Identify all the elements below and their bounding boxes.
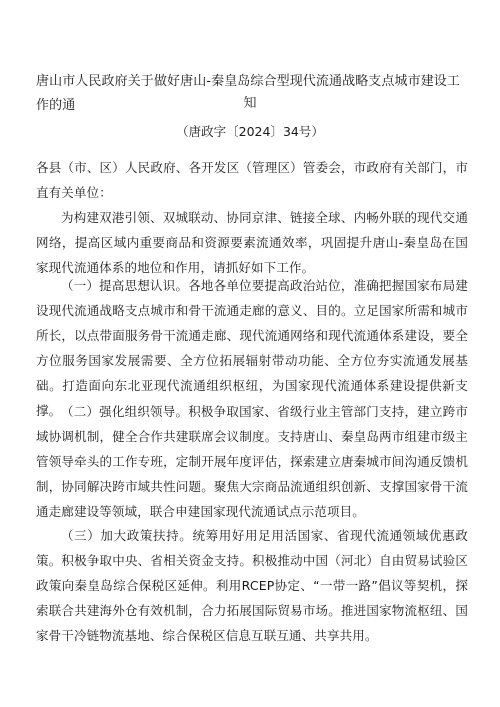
salutation-paragraph: 各县（市、区）人民政府、各开发区（管理区）管委会，市政府有关部门，市直有关单位： [36, 160, 468, 200]
document-title-line1: 唐山市人民政府关于做好唐山-秦皇岛综合型现代流通战略支点城市建设工作的通 [36, 74, 460, 113]
document-title-line2: 知 [243, 96, 257, 111]
document-number: （唐政字〔2024〕34号） [176, 124, 324, 139]
section-1-paragraph: （一）提高思想认识。各地各单位要提高政治站位，准确把握国家布局建设现代流通战略支点城市和骨干流通走廊的意义、目的。立足国家所需和城市所长，以点带面服务骨干流通走廊、现代流通网络和现代流通体系建设，要全方位服务国家发展需要、全方位拓展辐射带动功能、全方位夯实流通发展基础。打造面向东北亚现代流通组织枢纽，为国家现代流通体系建设提供新支撑。 [36, 278, 468, 418]
intro-paragraph: 为构建双港引领、双城联动、协同京津、链接全球、内畅外联的现代交通网络，提高区域内重要商品和资源要素流通效率，巩固提升唐山-秦皇岛在国家现代流通体系的地位和作用，请抓好如下工作。 [36, 210, 468, 275]
section-3-paragraph: （三）加大政策扶持。统筹用好用足用活国家、省现代流通领域优惠政策。积极争取中央、省相关资金支持。积极推动中国（河北）自由贸易试验区政策向秦皇岛综合保税区延伸。利用RCEP协定、“一带一路”倡议等契机，探索联合共建海外仓有效机制，合力拓展国际贸易市场。推进国家物流枢纽、国家骨干冷链物流基地、综合保税区信息互联互通、共享共用。 [36, 528, 468, 643]
section-2-paragraph: （二）强化组织领导。积极争取国家、省级行业主管部门支持，建立跨市域协调机制，健全合作共建联席会议制度。支持唐山、秦皇岛两市组建市级主管领导牵头的工作专班，定制开展年度评估，探索建立唐秦城市间沟通反馈机制，协同解决跨市域共性问题。聚焦大宗商品流通组织创新、支撑国家骨干流通走廊建设等领域，联合申建国家现代流通试点示范项目。 [36, 404, 468, 519]
